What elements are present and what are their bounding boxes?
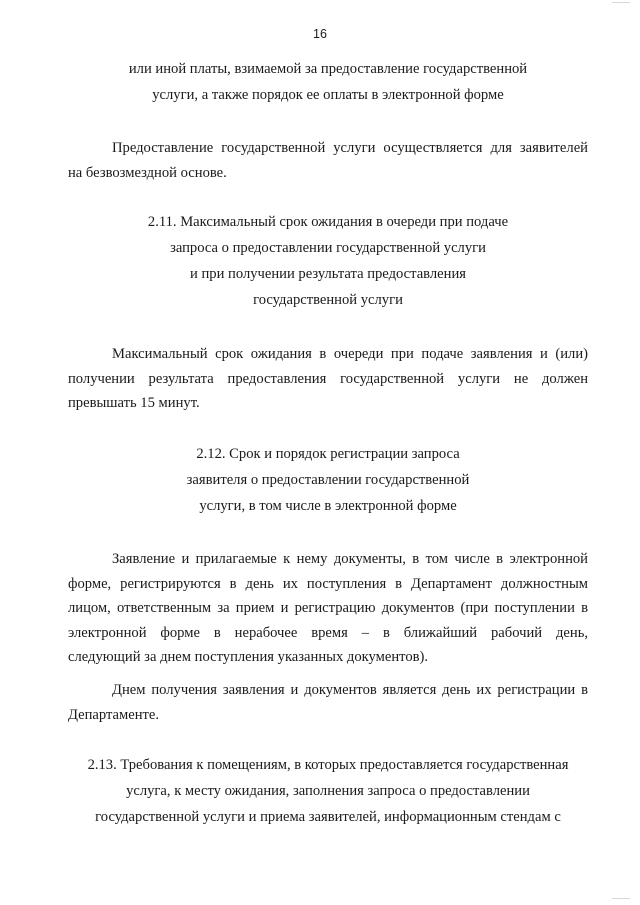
heading-line: государственной услуги и приема заявителей, информационным стендам с bbox=[95, 809, 561, 825]
heading-line: запроса о предоставлении государственной услуги bbox=[170, 240, 486, 256]
paragraph-line: следующий за днем поступления указанных документов). bbox=[68, 649, 429, 665]
paragraph-line: Днем получения заявления и документов является день их регистрации в bbox=[112, 682, 588, 698]
heading-line: услуги, а также порядок ее оплаты в электронной форме bbox=[152, 87, 504, 103]
heading-line: услуги, в том числе в электронной форме bbox=[199, 498, 457, 514]
heading-line: государственной услуги bbox=[253, 292, 403, 308]
section-heading-2-13 bbox=[68, 752, 588, 830]
scan-corner-mark bbox=[612, 898, 630, 899]
paragraph-2-12-receipt-day bbox=[68, 678, 588, 727]
heading-line: или иной платы, взимаемой за предоставление государственной bbox=[128, 61, 528, 77]
section-heading-2-11 bbox=[68, 209, 588, 313]
paragraph-line: на безвозмездной основе. bbox=[68, 164, 227, 181]
heading-line: 2.12. Срок и порядок регистрации запроса bbox=[196, 446, 460, 462]
paragraph-line: форме, регистрируются в день их поступления в Департамент должностным bbox=[68, 575, 588, 592]
paragraph-line: электронной форме в нерабочее время – в ближайший рабочий день, bbox=[68, 624, 588, 641]
paragraph-line: лицом, ответственным за прием и регистрацию документов (при поступлении в bbox=[68, 600, 588, 616]
heading-line: 2.11. Максимальный срок ожидания в очереди при подаче bbox=[147, 214, 509, 230]
heading-line: и при получении результата предоставления bbox=[190, 266, 466, 282]
paragraph-line: Департаменте. bbox=[68, 706, 160, 723]
heading-line: заявителя о предоставлении государственной bbox=[186, 472, 470, 488]
section-heading-2-12 bbox=[68, 441, 588, 519]
paragraph-line: Предоставление государственной услуги осуществляется для заявителей bbox=[112, 140, 588, 156]
page-number: 16 bbox=[313, 27, 327, 41]
paragraph-line: получении результата предоставления государственной услуги не должен bbox=[68, 370, 588, 387]
heading-line: услуга, к месту ожидания, заполнения запроса о предоставлении bbox=[126, 783, 530, 799]
heading-line: 2.13. Требования к помещениям, в которых предоставляется государственная bbox=[87, 757, 569, 773]
paragraph-2-12-registration bbox=[68, 547, 588, 670]
scan-corner-mark bbox=[612, 2, 630, 3]
paragraph-free-of-charge bbox=[68, 136, 588, 185]
paragraph-line: превышать 15 минут. bbox=[68, 395, 200, 411]
paragraph-line: Заявление и прилагаемые к нему документы, в том числе в электронной bbox=[112, 551, 588, 567]
heading-fee-continuation bbox=[68, 56, 588, 108]
paragraph-line: Максимальный срок ожидания в очереди при подаче заявления и (или) bbox=[112, 346, 588, 362]
paragraph-2-11 bbox=[68, 342, 588, 416]
